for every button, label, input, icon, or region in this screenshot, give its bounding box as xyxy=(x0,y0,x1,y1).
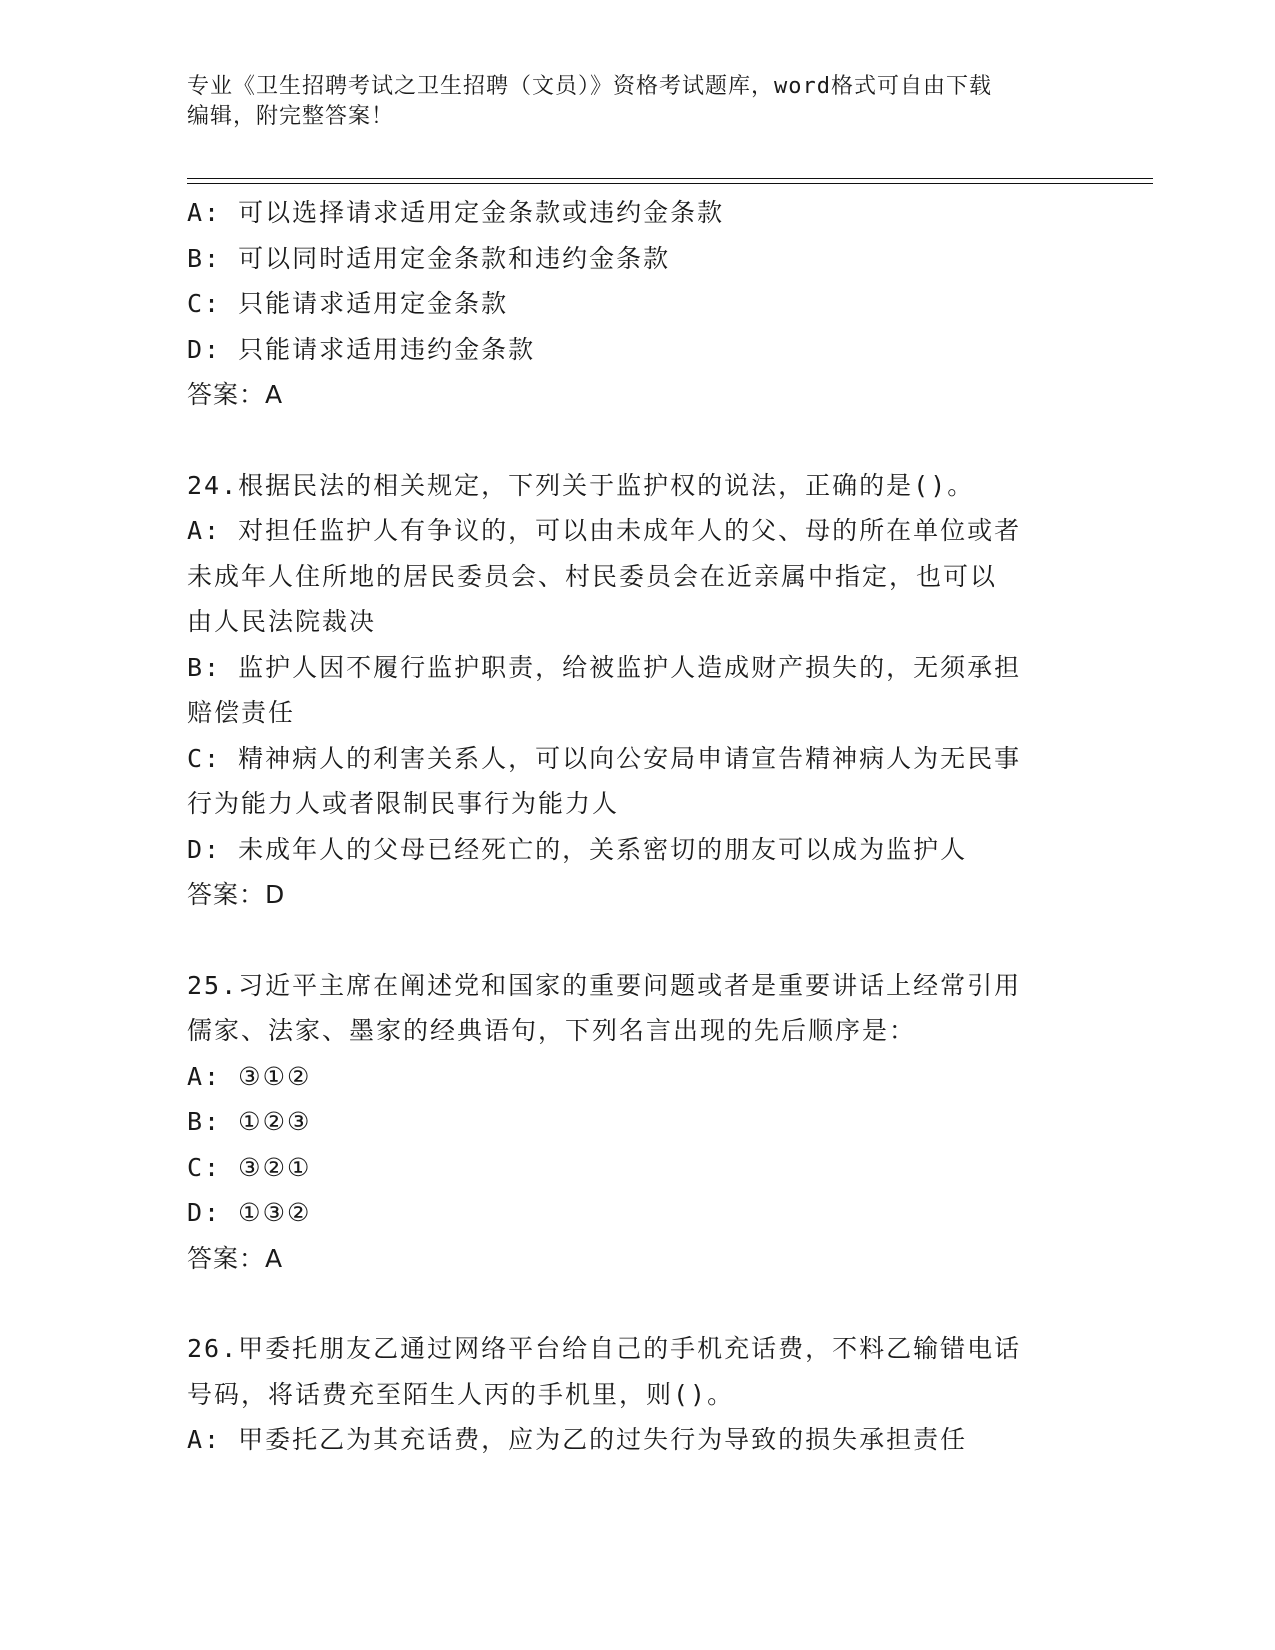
q24-option-d: D: 未成年人的父母已经死亡的，关系密切的朋友可以成为监护人 xyxy=(187,834,968,864)
question-23 xyxy=(187,190,1087,418)
q25-stem-line-2: 儒家、法家、墨家的经典语句，下列名言出现的先后顺序是： xyxy=(187,1016,917,1045)
q24-option-b-line-1: B: 监护人因不履行监护职责，给被监护人造成财产损失的，无须承担 xyxy=(187,652,1022,682)
q25-option-d: D: ①③② xyxy=(187,1198,312,1227)
q24-option-a-line-2: 未成年人住所地的居民委员会、村民委员会在近亲属中指定，也可以 xyxy=(187,561,998,591)
q23-option-b: B: 可以同时适用定金条款和违约金条款 xyxy=(187,243,671,273)
q26-stem-line-1: 26.甲委托朋友乙通过网络平台给自己的手机充话费，不料乙输错电话 xyxy=(187,1334,1022,1363)
question-24 xyxy=(187,463,1087,918)
q26-stem-line-2: 号码，将话费充至陌生人丙的手机里，则()。 xyxy=(187,1379,735,1409)
q25-option-a: A: ③①② xyxy=(187,1061,312,1091)
header-rule-bottom xyxy=(187,183,1153,184)
question-26 xyxy=(187,1326,1087,1463)
question-25 xyxy=(187,963,1087,1282)
header-line-2: 编辑，附完整答案！ xyxy=(187,104,395,129)
q24-option-b-line-2: 赔偿责任 xyxy=(187,698,296,727)
q25-option-b: B: ①②③ xyxy=(187,1107,312,1136)
q24-stem: 24.根据民法的相关规定，下列关于监护权的说法，正确的是()。 xyxy=(187,470,975,500)
q24-option-a-line-3: 由人民法院裁决 xyxy=(187,607,377,636)
header-rule-top xyxy=(187,178,1153,179)
document-body xyxy=(187,190,1087,1463)
q25-answer: 答案：A xyxy=(187,1243,284,1273)
header-line-1: 专业《卫生招聘考试之卫生招聘（文员）》资格考试题库，word格式可自由下载 xyxy=(187,74,992,99)
q25-option-c: C: ③②① xyxy=(187,1152,312,1182)
q24-option-c-line-2: 行为能力人或者限制民事行为能力人 xyxy=(187,789,620,818)
q23-option-d: D: 只能请求适用违约金条款 xyxy=(187,334,536,364)
q23-option-c: C: 只能请求适用定金条款 xyxy=(187,289,509,318)
q26-option-a: A: 甲委托乙为其充话费，应为乙的过失行为导致的损失承担责任 xyxy=(187,1425,968,1454)
document-header xyxy=(187,72,1087,132)
q23-option-a: A: 可以选择请求适用定金条款或违约金条款 xyxy=(187,198,725,227)
q24-option-c-line-1: C: 精神病人的利害关系人，可以向公安局申请宣告精神病人为无民事 xyxy=(187,743,1022,773)
q25-stem-line-1: 25.习近平主席在阐述党和国家的重要问题或者是重要讲话上经常引用 xyxy=(187,970,1022,1000)
q24-answer: 答案：D xyxy=(187,880,286,909)
q24-option-a-line-1: A: 对担任监护人有争议的，可以由未成年人的父、母的所在单位或者 xyxy=(187,516,1022,545)
q23-answer: 答案：A xyxy=(187,380,284,409)
